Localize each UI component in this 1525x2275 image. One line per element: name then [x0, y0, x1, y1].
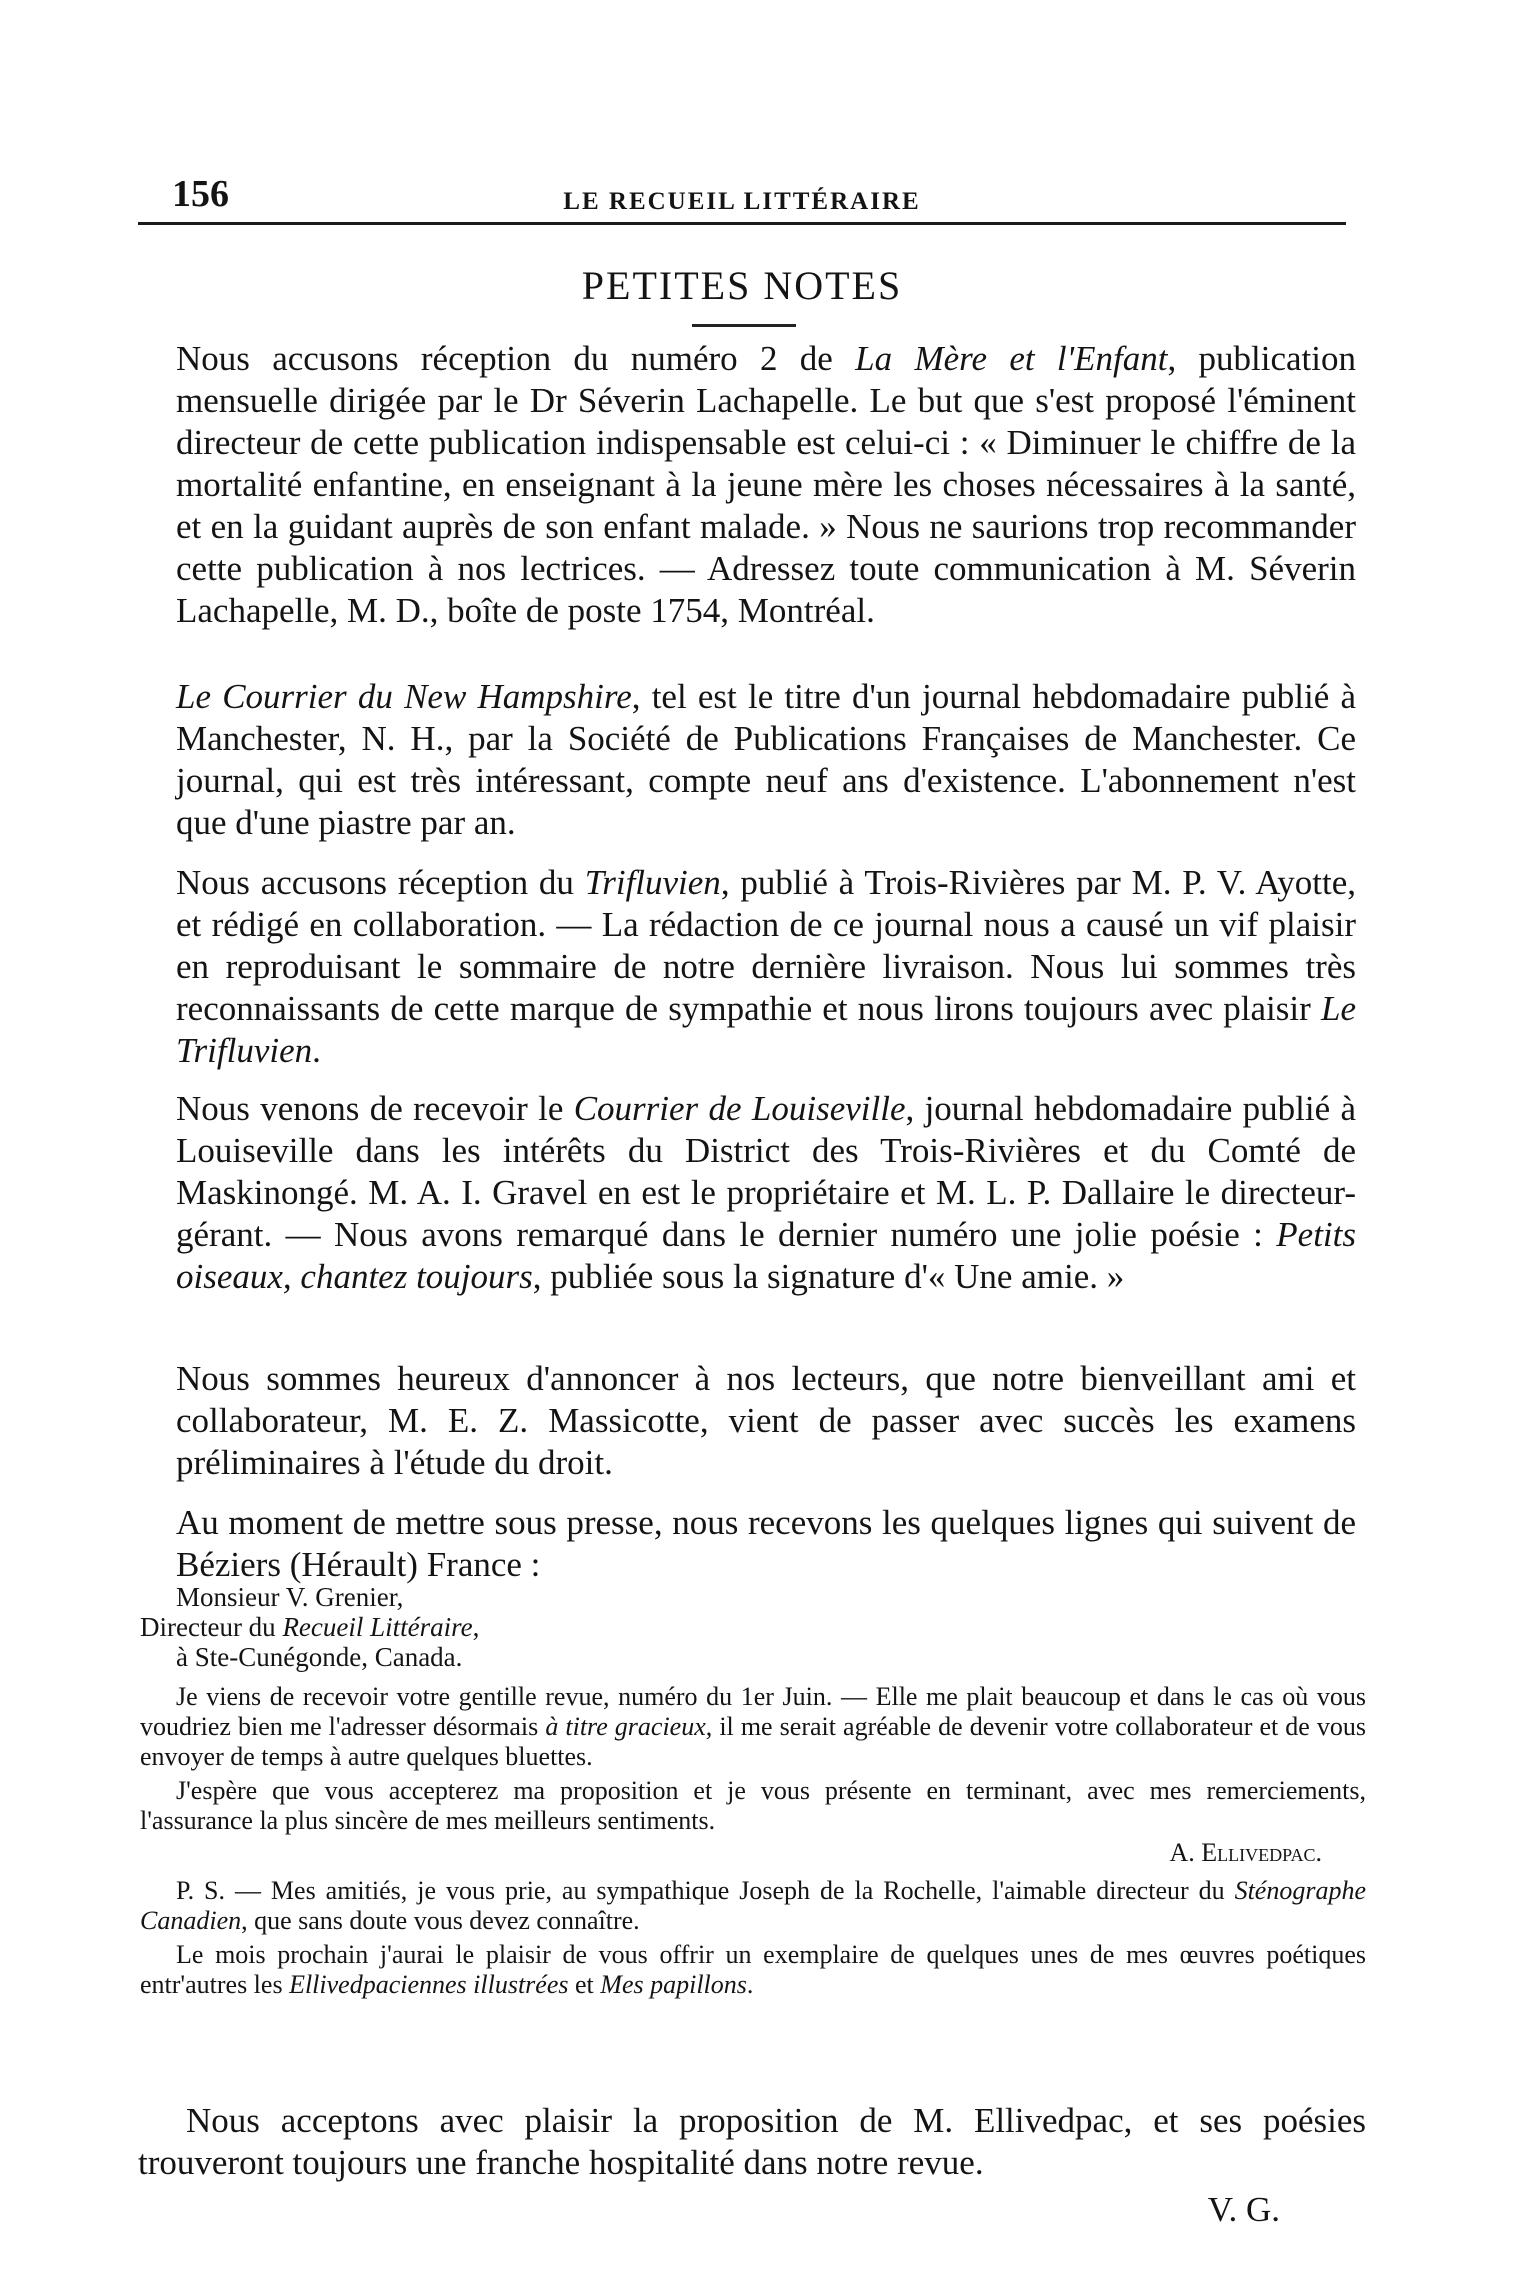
text-run: .	[746, 1970, 754, 1999]
text-run: , journal hebdomadaire publié à Louiseville dans les intérêts du District des Trois-Rivières et du Comté de Maskinongé. M. A. I. Gravel en est le propriétaire et M. L. P. Dallaire le directeur-gérant. — Nous avons remarqué dans le dernier numéro une jolie poésie :	[176, 1089, 1357, 1254]
italic-phrase: à titre gracieux	[545, 1712, 706, 1741]
closing-initials: V. G.	[1207, 2190, 1280, 2229]
publication-title: Le Trifluvien	[176, 989, 1356, 1070]
work-title: Ellivedpaciennes illustrées	[289, 1970, 569, 1999]
running-title: LE RECUEIL LITTÉRAIRE	[563, 188, 921, 215]
text-run: ,	[472, 1612, 480, 1642]
text-run: P. S. — Mes amitiés, je vous prie, au sympathique Joseph de la Rochelle, l'aimable directeur du	[176, 1876, 1235, 1905]
letter-postscript	[140, 1940, 1366, 2000]
note-paragraph-1	[176, 338, 1356, 632]
letter-signature: A. Ellivedpac.	[1169, 1838, 1322, 1867]
text-run: .	[312, 1031, 321, 1070]
page-number: 156	[172, 173, 229, 215]
text-run: , il me serait agréable de devenir votre collaborateur et de vous envoyer de temps à autre quelques bluettes.	[140, 1712, 1366, 1771]
note-paragraph-6	[176, 1502, 1356, 1586]
text-run: Le mois prochain j'aurai le plaisir de vous offrir un exemplaire de quelques unes de mes œuvres poétiques entr'autres les	[140, 1940, 1366, 1999]
text-run: , tel est le titre d'un journal hebdomadaire publié à Manchester, N. H., par la Société de Publications Françaises de Manchester. Ce journal, qui est très intéressant, compte neuf ans d'existence. L'abonnement n'est que d'une piastre par an.	[176, 677, 1356, 842]
text-run: Directeur du	[140, 1612, 283, 1642]
letter-address-line	[140, 1612, 1366, 1642]
letter-body-paragraph: J'espère que vous accepterez ma proposition et je vous présente en terminant, avec mes remerciements, l'assurance la plus sincère de mes meilleurs sentiments.	[140, 1776, 1366, 1835]
title-rule	[692, 324, 796, 327]
text-run: Nous sommes heureux d'annoncer à nos lecteurs, que notre bienveillant ami et collaborateur, M. E. Z. Massicotte, vient de passer avec succès les examens préliminaires à l'étude du droit.	[176, 1359, 1356, 1482]
note-paragraph-3	[176, 862, 1356, 1072]
publication-title: Le Courrier du New Hampshire	[176, 677, 632, 716]
text-run: Nous accusons réception du numéro 2 de	[176, 339, 856, 378]
work-title: Mes papillons	[600, 1970, 747, 1999]
text-run: et	[568, 1970, 601, 1999]
poem-title: Petits oiseaux, chantez toujours	[176, 1215, 1356, 1296]
note-paragraph-5	[176, 1358, 1356, 1484]
section-title: PETITES NOTES	[581, 263, 903, 308]
publication-title: Sténographe Canadien	[140, 1876, 1366, 1935]
quoted-letter	[140, 1582, 1366, 2000]
note-paragraph-4	[176, 1088, 1356, 1298]
text-run: , que sans doute vous devez connaître.	[241, 1906, 640, 1935]
text-run: Je viens de recevoir votre gentille revue, numéro du 1er Juin. — Elle me plait beaucoup et dans le cas où vous voudriez bien me l'adresser désormais	[140, 1682, 1366, 1741]
text-run: Nous venons de recevoir le	[176, 1089, 574, 1128]
text-run: , publiée sous la signature d'« Une amie. »	[532, 1257, 1125, 1296]
letter-postscript	[140, 1876, 1366, 1936]
letter-address-line: à Ste-Cunégonde, Canada.	[176, 1642, 463, 1672]
letter-address-line: Monsieur V. Grenier,	[176, 1582, 404, 1612]
text-run: Au moment de mettre sous presse, nous recevons les quelques lignes qui suivent de Béziers (Hérault) France :	[176, 1503, 1356, 1584]
text-run: , publié à Trois-Rivières par M. P. V. Ayotte, et rédigé en collaboration. — La rédaction de ce journal nous a causé un vif plaisir en reproduisant le sommaire de notre dernière livraison. Nous lui sommes très reconnaissants de cette marque de sympathie et nous lirons toujours avec plaisir	[176, 863, 1356, 1028]
note-paragraph-2	[176, 676, 1356, 844]
publication-title: Courrier de Louiseville	[573, 1089, 906, 1128]
closing-paragraph: Nous acceptons avec plaisir la proposition de M. Ellivedpac, et ses poésies trouveront toujours une franche hospitalité dans notre revue.	[138, 2101, 1366, 2182]
publication-title: La Mère et l'Enfant	[855, 339, 1168, 378]
publication-title: Recueil Littéraire	[282, 1612, 473, 1642]
letter-body-paragraph	[140, 1682, 1366, 1772]
text-run: , publication mensuelle dirigée par le Dr Séverin Lachapelle. Le but que s'est proposé l'éminent directeur de cette publication indispensable est celui-ci : « Diminuer le chiffre de la mortalité enfantine, en enseignant à la jeune mère les choses nécessaires à la santé, et en la guidant auprès de son enfant malade. » Nous ne saurions trop recommander cette publication à nos lectrices. — Adressez toute communication à M. Séverin Lachapelle, M. D., boîte de poste 1754, Montréal.	[176, 339, 1356, 630]
publication-title: Trifluvien	[584, 863, 721, 902]
text-run: Nous accusons réception du	[176, 863, 585, 902]
page-header	[138, 172, 1346, 225]
